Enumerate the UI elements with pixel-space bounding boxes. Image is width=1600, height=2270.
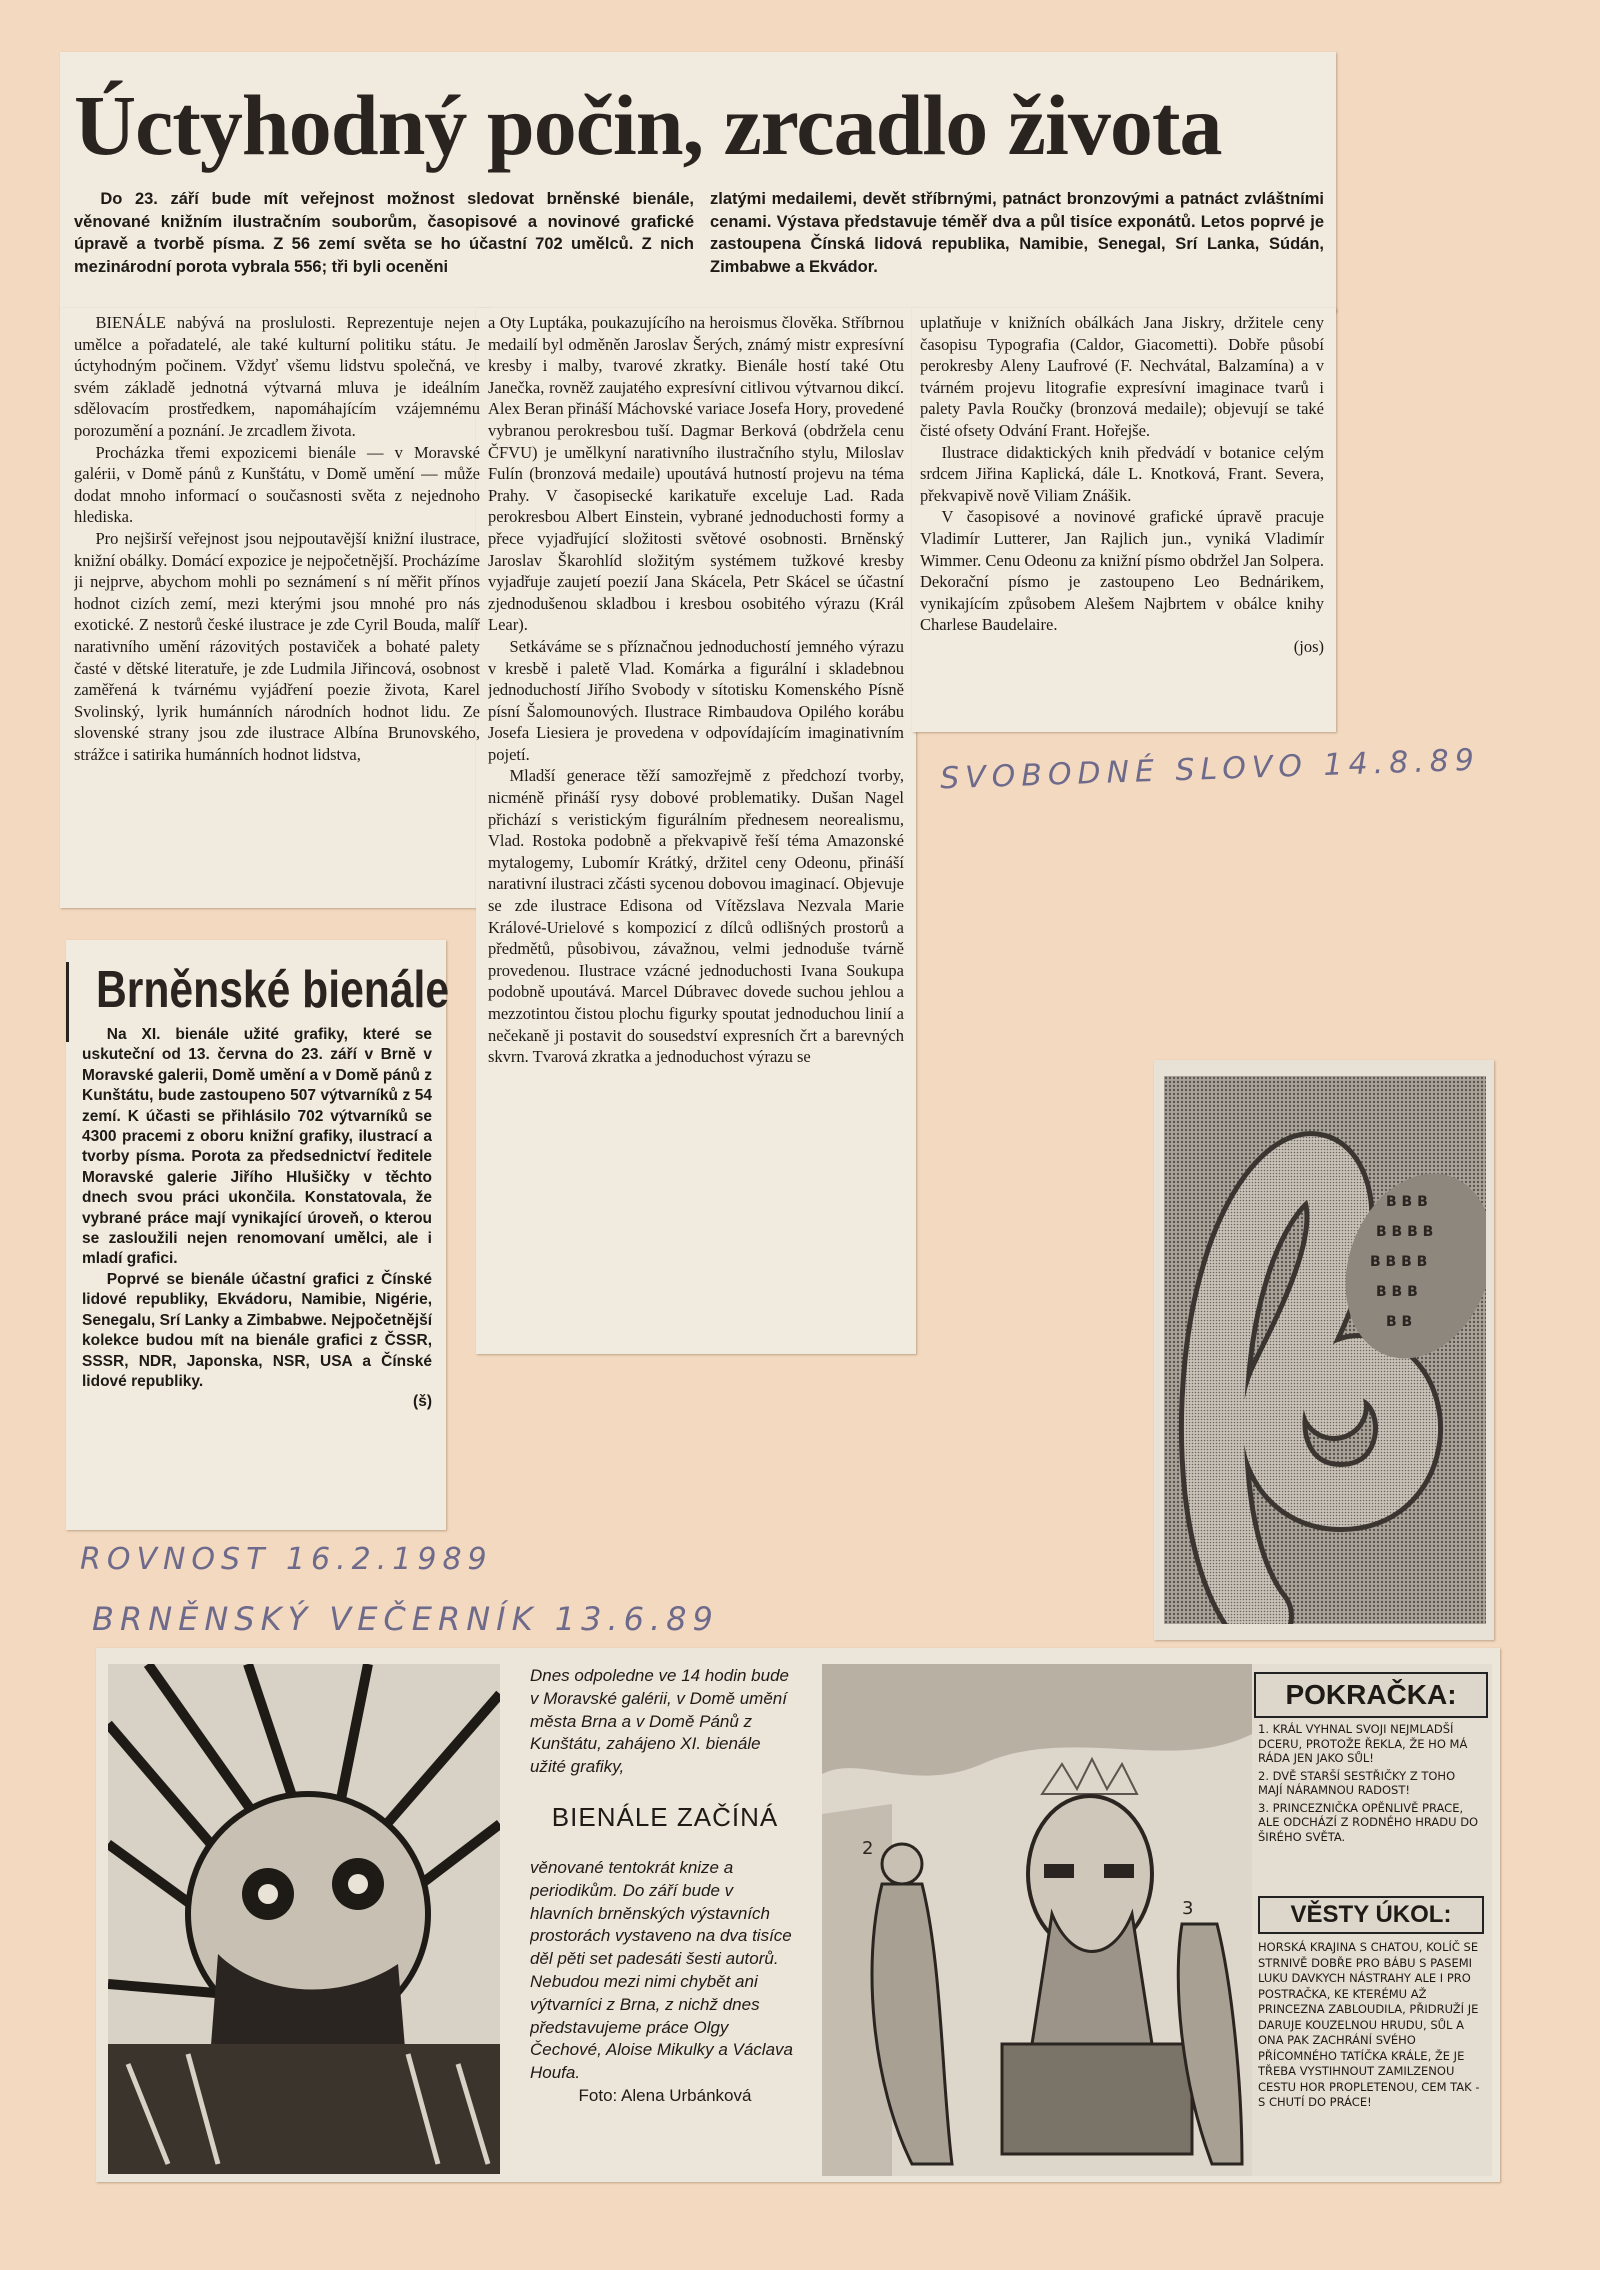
pretzel-illustration — [1164, 1076, 1486, 1624]
handwritten-source-rovnost: ROVNOST 16.2.1989 — [80, 1542, 493, 1577]
svg-text:2: 2 — [862, 1838, 874, 1859]
lead-right: zlatými medailemi, devět stříbrnými, patnáct bronzovými a patnáct zvláštními cenami. Výstava představuje téměř dva a půl tisíce exponátů. Letos poprvé je zastoupena Čínská lidová republika, Namibie, Senegal, Srí Lanka, Súdán, Zimbabwe a Ekvádor. — [710, 190, 1324, 276]
article-signature: (jos) — [1293, 636, 1324, 656]
lead-left: Do 23. září bude mít veřejnost možnost sledovat brněnské bienále, věnované knižním ilustračním souborům, časopisové a novinové grafické úpravě a tvorbě písma. Z 56 zemí světa se ho účastní 702 umělců. Z nich mezinárodní porota vybrala 556; tři byli oceněni — [74, 190, 694, 276]
bienale-signature: (š) — [413, 1393, 432, 1411]
article-column-3: uplatňuje v knižních obálkách Jana Jiskry, držitele ceny časopisu Typografia (Caldor, Giacometti). Dobře působí perokresby Aleny Laufrové (F. Nechvátal, Balzamína) a v tvárném projevu litografie expresívní imaginace tvarů i palety Pavla Roučky (bronzová medaile); objevují se také čisté ofsety Odvání Frant. Hořejše. Ilustrace didaktických knih předvádí v botanice celým srdcem Jiřina Kaplická, dále L. Knotková, Frant. Severa, překvapivě nově Viliam Znášik. V časopisové a novinové grafické úpravě pracuje Vladimír Lutterer, Jan Rajlich jun., vyniká Vladimír Wimmer. Cenu Odeonu za knižní písmo obdržel Jan Solpera. Dekorační písmo je zastoupeno Leo Bednárikem, vynikajícím způsobem Alešem Najbrtem v obálce knihy Charlese Baudelaire. (jos) — [920, 313, 1324, 656]
svg-text:3: 3 — [1182, 1898, 1194, 1919]
photo-sun-face-illustration — [108, 1664, 500, 2174]
article-column-2: a Oty Luptáka, poukazujícího na heroismus člověka. Stříbrnou medailí byl odměněn Jaroslav Šerých, známý mistr expresívní kresby i malby, tvarové zkratky. Bienále hostí také Otu Janečka, rovněž zaujatého expresívní citlivou výtvarnou dikcí. Alex Beran přináší Máchovské variace Josefa Hory, provedené vybranou perokresbou tuší. Dagmar Berková (obdržela cenu ČFVU) je umělkyní narativního ilustračního stylu, Miloslav Fulín (bronzová medaile) upoutává hutností projevu na téma Prahy. V časopisecké karikatuře exceluje Lad. Rada perokresbou Albert Einstein, vybrané jednoduchosti formy a přece vyjadřující složitosti světové osobnosti. Brněnský Jaroslav Škarohlíd složitým systémem tužkové kresby vyjadřuje zaujetí poezií Jana Skácela, Petr Skácel se účastní zjednodušenou skladbou i kresbou osobitého výrazu (Král Lear). Setkáváme se s příznačnou jednoduchostí jemného výrazu v kresbě i paletě Vlad. Komárka a figurální i skladebnou jednoduchostí Jiřího Svobody v sítotisku Komenského Písně písní Šalomounových. Ilustrace Rimbaudova Opilého korábu Josefa Liesiera je provedena v odpovídajícím imaginativním pojetí. Mladší generace těží samozřejmě z předchozí tvorby, nicméně přináší rysy dobové problematiky. Dušan Nagel přichází s veristickým figurálním přednesem neorealismu, Vlad. Rostoka podobně a překvapivě řeší téma Amazonské mytalogemy, Lubomír Krátký, držitel ceny Odeonu, přináší narativní ilustraci zčásti sycenou dobovou imaginací. Objevuje se zde ilustrace Edisona od Vítězslava Nezvala Marie Králové-Urielové s kompozicí z dílců odlišných prostorů a předmětů, působivou, závažnou, velmi jednoduše tvárně provedenou. Ilustrace vzácné jednoduchosti Ivana Soukupa podobně upoutává. Marcel Dúbravec dovede suchou jehlou a mezzotintou čistou plochu figurky spoutat jednoduchou linií a nečekaně ji postavit do sousedství expresních črt a barevných skvrn. Tvarová zkratka a jednoduchost výrazu se — [488, 313, 904, 1067]
article-column-1: BIENÁLE nabývá na proslulosti. Reprezentuje nejen umělce a pořadatelé, ale také kulturní politiku státu. Je úctyhodným počinem. Vždyť všemu lidstvu společná, ve svém základě jednotná výtvarná mluva je ideálním sdělovacím prostředkem, napomáhajícím vzájemnému porozumění a poznání. Je zrcadlem života. Procházka třemi expozicemi bienále — v Moravské galérii, v Domě pánů z Kunštátu, v Domě umění — může dodat mnoho informací o současnosti světa z nejednoho hlediska. Pro nejširší veřejnost jsou nejpoutavější knižní ilustrace, knižní obálky. Domácí expozice je nejpočetnější. Procházíme ji nejprve, abychom mohli po seznámení s ní měřit přínos hodnot cizích zemí, mezi kterými jsou mnohé pro nás exotické. Z nestorů české ilustrace je zde Cyril Bouda, malíř narativního umění rázovitých postaviček a bohaté palety časté v dětské literatuře, je zde Ludmila Jiřincová, osobnost zaměřená k tvárnému vyjádření poezie života, Karel Svolinský, lyrik humánních národních hodnot lidu. Ze slovenské strany jsou zde ilustrace Albína Brunovského, strážce i satirika humánních hodnot lidstva, — [74, 313, 480, 764]
pokracka-list: 1. KRÁL VYHNAL SVOJI NEJMLADŠÍ DCERU, PROTOŽE ŘEKLA, ŽE HO MÁ RÁDA JEN JAKO SŮL! 2. DVĚ STARŠÍ SESTŘIČKY Z TOHO MAJÍ NÁRAMNOU RADOST! 3. PRINCEZNIČKA OPĚNLIVĚ PRACE, ALE ODCHÁZÍ Z RODNÉHO HRADU DO ŠIRÉHO SVĚTA. — [1258, 1722, 1479, 1844]
vesty-ukol-text: HORSKÁ KRAJINA S CHATOU, KOLÍČ SE STRNIVĚ DOBŘE PRO BÁBU S PASEMI LUKU DAVKYCH NÁSTRAHY ALE I PRO POSTRAČKA, KE KTERÉMU AŽ PRINCEZNA ZABLOUDILA, PŘIDRUŽÍ JE DARUJE KOUZELNOU HRUDU, SŮL A ONA PAK ZACHRÁNÍ SVÉHO PŘÍCOMNÉHO TATÍČKA KRÁLE, ŽE JE TŘEBA VYSTIHNOUT ZAMILZENOU CESTU HOR PROPLETENOU, CEM TAK - S CHUTÍ DO PRÁCE! — [1258, 1940, 1480, 2109]
vecernik-title: BIENÁLE ZAČÍNÁ — [551, 1801, 779, 1832]
bienale-clipping-rule — [66, 962, 69, 1042]
bienale-body: Na XI. bienále užité grafiky, které se uskuteční od 13. června do 23. září v Brně v Moravské galerii, Domě umění a v Domě pánů z Kunštátu, bude zastoupeno 507 výtvarníků z 54 zemí. K účasti se přihlásilo 702 výtvarníků se 4300 pracemi z oboru knižní grafiky, ilustrací a tvorby písma. Porota za předsednictví ředitele Moravské galerie Jiřího Hlušičky v těchto dnech svou práci ukončila. Konstatovala, že vybrané práce mají vynikající úroveň, o kterou se zasloužili nejen renomovaní umělci, ale i mladí grafici. Poprvé se bienále účastní grafici z Čínské lidové republiky, Ekvádoru, Namibie, Nigérie, Senegalu, Srí Lanky a Zimbabwe. Nejpočetnější kolekce budou mít na bienále grafici z ČSSR, SSSR, NDR, Japonska, NSR, USA a Čínské lidové republiky. (š) — [82, 1025, 432, 1525]
photo-credit: Foto: Alena Urbánková — [578, 2085, 752, 2105]
photo-king-illustration — [822, 1664, 1252, 2176]
vecernik-article: Dnes odpoledne ve 14 hodin bude v Moravské galérii, v Domě umění města Brna a v Domě Pánů z Kunštátu, zahájeno XI. bienále užité grafiky, BIENÁLE ZAČÍNÁ věnované tentokrát knize a periodikům. Do září bude v hlavních brněnských výstavních prostorách vystaveno na dva tisíce děl pěti set padesáti šesti autorů. Nebudou mezi nimi chybět ani výtvarníci z Brna, z nichž dnes představujeme práce Olgy Čechové, Aloise Mikulky a Václava Houfa. Foto: Alena Urbánková — [530, 1665, 800, 2185]
svg-text:B B B: B B B — [1386, 1194, 1428, 1210]
handwritten-source-svobodne-slovo: SVOBODNÉ SLOVO 14.8.89 — [939, 742, 1481, 797]
vesty-ukol-title: VĚSTY ÚKOL: — [1258, 1896, 1484, 1934]
pokracka-title: POKRAČKA: — [1254, 1672, 1488, 1718]
handwritten-source-vecernik: BRNĚNSKÝ VEČERNÍK 13.6.89 — [92, 1600, 719, 1638]
bienale-title: Brněnské bienále — [96, 961, 450, 1019]
svg-text:B B B B: B B B B — [1370, 1254, 1428, 1270]
main-headline: Úctyhodný počin, zrcadlo života — [74, 77, 1222, 173]
svg-text:B B: B B — [1386, 1314, 1413, 1330]
svg-text:B B B: B B B — [1376, 1284, 1418, 1300]
svg-text:B B B B: B B B B — [1376, 1224, 1434, 1240]
